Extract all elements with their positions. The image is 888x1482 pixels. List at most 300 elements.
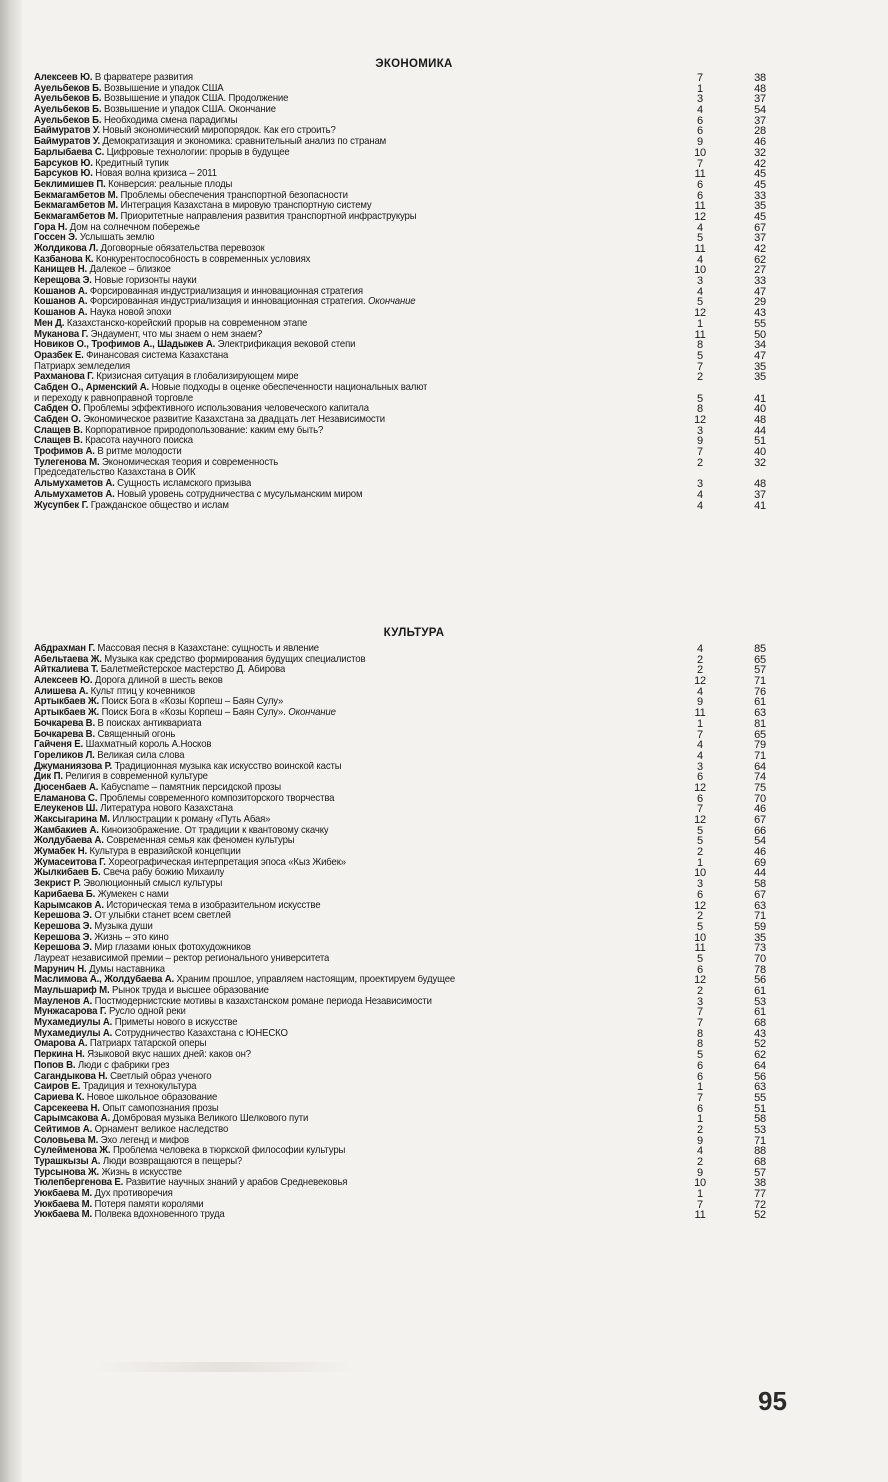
entry-title: Поиск Бога в «Козы Корпеш – Баян Сулу» bbox=[101, 697, 284, 708]
entry-author: Сарымсакова А. bbox=[34, 1114, 110, 1125]
entry-page-number: 68 bbox=[754, 1156, 766, 1168]
entry-author: Сейтимов А. bbox=[34, 1124, 93, 1135]
entry-title: Эндаумент, что мы знаем о нем знаем? bbox=[90, 329, 263, 340]
entry-issue-number: 8 bbox=[697, 1038, 703, 1051]
entry-text bbox=[34, 223, 200, 234]
entry-issue-number: 10 bbox=[694, 931, 706, 944]
entry-issue-number: 12 bbox=[694, 974, 706, 987]
entry-issue-number: 4 bbox=[697, 285, 703, 298]
entry-title: Новый экономический миропорядок. Как его строить? bbox=[102, 126, 336, 137]
entry-text bbox=[34, 826, 329, 837]
index-entry bbox=[34, 191, 794, 202]
entry-issue-number: 3 bbox=[697, 995, 703, 1008]
index-entry bbox=[34, 890, 794, 901]
entry-text bbox=[34, 394, 193, 405]
entry-title: Жизнь в искусстве bbox=[101, 1167, 182, 1178]
entry-text bbox=[34, 1061, 169, 1072]
entry-page-number: 45 bbox=[754, 168, 766, 181]
entry-title: Музыка как средство формирования будущих специалистов bbox=[104, 654, 366, 665]
entry-issue-number: 2 bbox=[697, 653, 703, 666]
entry-issue-number: 2 bbox=[697, 664, 703, 677]
index-entry bbox=[34, 276, 794, 287]
entry-title: Жумекен с нами bbox=[97, 889, 169, 900]
entry-author: Гора Н. bbox=[34, 222, 68, 233]
index-entry bbox=[34, 1200, 794, 1211]
entry-author: Карибаева Б. bbox=[34, 889, 96, 900]
entry-text bbox=[34, 137, 386, 148]
entry-issue-number: 10 bbox=[694, 146, 706, 159]
index-entry bbox=[34, 490, 794, 501]
entry-title: Возвышение и упадок США. Окончание bbox=[103, 105, 276, 116]
entry-text bbox=[34, 372, 299, 383]
entry-issue-number: 11 bbox=[694, 328, 706, 341]
entry-issue-number: 1 bbox=[697, 1081, 703, 1094]
index-entry bbox=[34, 415, 794, 426]
entry-issue-number: 10 bbox=[694, 264, 706, 277]
entry-author: Жолдикова Л. bbox=[34, 244, 99, 254]
entry-title: Традиционная музыка как искусство воинской касты bbox=[114, 761, 342, 772]
entry-issue-number: 3 bbox=[697, 275, 703, 288]
entry-text bbox=[34, 772, 208, 783]
index-entry bbox=[34, 1210, 794, 1221]
index-entry bbox=[34, 479, 794, 490]
entry-issue-number: 7 bbox=[697, 728, 703, 741]
entry-page-number: 63 bbox=[754, 1081, 766, 1094]
entry-title: Историческая тема в изобразительном искусстве bbox=[106, 900, 321, 911]
page-number: 95 bbox=[758, 1386, 787, 1416]
entry-author: Ауельбеков Б. bbox=[34, 115, 102, 126]
index-entry bbox=[34, 1146, 794, 1157]
index-entry bbox=[34, 665, 794, 676]
entry-title: В фарватере развития bbox=[94, 73, 193, 83]
entry-title: Экономическая теория и современность bbox=[102, 457, 279, 468]
entry-author: Джуманиязова Р. bbox=[34, 761, 112, 772]
entry-text bbox=[34, 1050, 251, 1061]
entry-text bbox=[34, 740, 211, 751]
entry-page-number: 62 bbox=[754, 1049, 766, 1062]
entry-page-number: 29 bbox=[754, 296, 766, 309]
entry-text bbox=[34, 965, 165, 976]
entry-author: Мухамедиулы А. bbox=[34, 1018, 113, 1029]
entry-page-number: 52 bbox=[754, 1209, 766, 1222]
economy-entry-list bbox=[34, 73, 794, 511]
entry-author: Слащев В. bbox=[34, 425, 83, 436]
entry-title: Новые горизонты науки bbox=[94, 276, 197, 287]
entry-author: Сагандыкова Н. bbox=[34, 1071, 108, 1082]
entry-author: Тулегенова М. bbox=[34, 457, 100, 468]
entry-author: Артыкбаев Ж. bbox=[34, 697, 100, 708]
entry-issue-number: 7 bbox=[697, 803, 703, 816]
entry-page-number: 61 bbox=[754, 1006, 766, 1019]
entry-text bbox=[34, 1018, 237, 1029]
index-entry bbox=[34, 965, 794, 976]
entry-issue-number: 6 bbox=[697, 888, 703, 901]
index-entry bbox=[34, 116, 794, 127]
entry-page-number: 41 bbox=[754, 392, 766, 405]
entry-page-number: 37 bbox=[754, 93, 766, 106]
entry-author: Мунжасарова Г. bbox=[34, 1007, 107, 1018]
entry-issue-number: 6 bbox=[697, 114, 703, 127]
entry-title: Полвека вдохновенного труда bbox=[94, 1210, 225, 1221]
index-entry bbox=[34, 297, 794, 308]
entry-title: Музыка души bbox=[94, 921, 153, 932]
entry-issue-number: 11 bbox=[694, 168, 706, 181]
index-entry bbox=[34, 933, 794, 944]
entry-text bbox=[34, 1039, 206, 1050]
entry-title: Финансовая система Казахстана bbox=[86, 350, 229, 361]
entry-author: Дюсенбаев А. bbox=[34, 782, 99, 793]
entry-page-number: 59 bbox=[754, 920, 766, 933]
culture-entry-list bbox=[34, 644, 794, 1221]
entry-issue-number: 11 bbox=[694, 243, 706, 255]
entry-title: Лауреат независимой премии – ректор регионального университета bbox=[34, 953, 330, 964]
entry-page-number: 38 bbox=[754, 72, 766, 84]
entry-author: Уюкбаева М. bbox=[34, 1210, 92, 1221]
entry-issue-number: 12 bbox=[694, 414, 706, 426]
entry-title: Конкурентоспособность в современных условиях bbox=[95, 254, 311, 265]
entry-text bbox=[34, 922, 153, 933]
entry-title: Патриарх татарской оперы bbox=[89, 1039, 207, 1050]
entry-author: Алексеев Ю. bbox=[34, 676, 93, 687]
entry-title: Развитие научных знаний у арабов Средневековья bbox=[125, 1178, 348, 1189]
index-entry bbox=[34, 1082, 794, 1093]
entry-author: Баймуратов У. bbox=[34, 137, 100, 148]
entry-title: Сущность исламского призыва bbox=[117, 479, 252, 490]
index-entry bbox=[34, 73, 794, 84]
entry-text bbox=[34, 1157, 242, 1168]
entry-text bbox=[34, 890, 169, 901]
entry-title: Религия в современной культуре bbox=[65, 772, 208, 783]
entry-text bbox=[34, 1072, 211, 1083]
entry-author: Кошанов А. bbox=[34, 308, 88, 319]
index-entry bbox=[34, 740, 794, 751]
entry-author: Уюкбаева М. bbox=[34, 1189, 92, 1200]
entry-issue-number: 9 bbox=[697, 1166, 703, 1179]
entry-title: Интеграция Казахстана в мировую транспортную систему bbox=[120, 201, 372, 212]
entry-author: Барсуков Ю. bbox=[34, 158, 93, 169]
index-entry bbox=[34, 1039, 794, 1050]
entry-title: Люди возвращаются в пещеры? bbox=[102, 1157, 243, 1167]
entry-author: Канищев Н. bbox=[34, 265, 88, 276]
entry-issue-number: 7 bbox=[697, 157, 703, 170]
entry-text bbox=[34, 868, 224, 879]
entry-text bbox=[34, 933, 169, 944]
entry-text bbox=[34, 1007, 186, 1018]
entry-title: Проблемы современного композиторского творчества bbox=[99, 793, 335, 804]
index-entry bbox=[34, 697, 794, 708]
entry-text bbox=[34, 655, 365, 666]
entry-text bbox=[34, 1114, 308, 1125]
entry-issue-number: 6 bbox=[697, 178, 703, 191]
entry-text bbox=[34, 847, 241, 858]
entry-page-number: 73 bbox=[754, 942, 766, 955]
entry-author: Сарсекеева Н. bbox=[34, 1103, 100, 1114]
entry-page-number: 57 bbox=[754, 1166, 766, 1179]
index-entry bbox=[34, 244, 794, 255]
index-entry bbox=[34, 901, 794, 912]
entry-page-number: 55 bbox=[754, 1091, 766, 1104]
entry-title: Массовая песня в Казахстане: сущность и явление bbox=[97, 644, 319, 654]
index-entry bbox=[34, 180, 794, 191]
index-entry bbox=[34, 351, 794, 362]
index-entry bbox=[34, 94, 794, 105]
entry-text bbox=[34, 1146, 345, 1157]
entry-page-number: 71 bbox=[754, 910, 766, 923]
entry-author: Оразбек Е. bbox=[34, 350, 84, 361]
index-entry bbox=[34, 265, 794, 276]
entry-issue-number: 8 bbox=[697, 1027, 703, 1040]
entry-author: Мухамедиулы А. bbox=[34, 1028, 113, 1039]
entry-text bbox=[34, 468, 195, 479]
entry-issue-number: 2 bbox=[697, 1123, 703, 1136]
index-entry bbox=[34, 804, 794, 815]
index-entry bbox=[34, 868, 794, 879]
entry-title: Дом на солнечном побережье bbox=[69, 222, 200, 233]
entry-page-number: 58 bbox=[754, 1113, 766, 1126]
entry-author: Жаксыгарина М. bbox=[34, 815, 110, 825]
entry-author: Бекмагамбетов М. bbox=[34, 190, 119, 201]
entry-text bbox=[34, 180, 232, 191]
index-entry bbox=[34, 1029, 794, 1040]
entry-page-number: 37 bbox=[754, 488, 766, 501]
index-entry bbox=[34, 1168, 794, 1179]
entry-text bbox=[34, 1178, 347, 1189]
entry-issue-number: 2 bbox=[697, 910, 703, 923]
entry-title: Мир глазами юных фотохудожников bbox=[94, 943, 251, 954]
entry-page-number: 55 bbox=[754, 317, 766, 330]
entry-page-number: 42 bbox=[754, 243, 766, 255]
entry-text bbox=[34, 340, 355, 351]
entry-title: Иллюстрации к роману «Путь Абая» bbox=[112, 815, 271, 825]
entry-issue-number: 7 bbox=[697, 72, 703, 84]
entry-page-number: 63 bbox=[754, 707, 766, 720]
index-entry bbox=[34, 858, 794, 869]
entry-title: Наука новой эпохи bbox=[89, 308, 172, 319]
entry-author: Гайченя Е. bbox=[34, 740, 84, 751]
index-entry bbox=[34, 751, 794, 762]
index-entry bbox=[34, 212, 794, 223]
entry-author: Беклимишев П. bbox=[34, 179, 106, 190]
entry-page-number: 35 bbox=[754, 371, 766, 384]
entry-author: Керешова Э. bbox=[34, 911, 92, 922]
entry-text bbox=[34, 297, 415, 308]
entry-author: Сулейменова Ж. bbox=[34, 1146, 111, 1157]
entry-title: Договорные обязательства перевозок bbox=[100, 244, 265, 254]
entry-issue-number: 5 bbox=[697, 232, 703, 245]
entry-title: Электрификация вековой степи bbox=[217, 340, 356, 351]
entry-page-number: 47 bbox=[754, 349, 766, 362]
entry-issue-number: 8 bbox=[697, 339, 703, 352]
entry-page-number: 56 bbox=[754, 1070, 766, 1083]
entry-page-number: 78 bbox=[754, 963, 766, 976]
index-entry bbox=[34, 1178, 794, 1189]
entry-issue-number: 12 bbox=[694, 210, 706, 223]
index-entry bbox=[34, 148, 794, 159]
index-entry bbox=[34, 836, 794, 847]
entry-title: От улыбки станет всем светлей bbox=[94, 911, 231, 922]
entry-issue-number: 5 bbox=[697, 349, 703, 362]
entry-title: Цифровые технологии: прорыв в будущее bbox=[106, 147, 290, 158]
entry-title: Сотрудничество Казахстана с ЮНЕСКО bbox=[114, 1028, 288, 1039]
entry-page-number: 79 bbox=[754, 739, 766, 752]
entry-page-number: 54 bbox=[754, 104, 766, 117]
entry-issue-number: 5 bbox=[697, 296, 703, 309]
entry-issue-number: 5 bbox=[697, 835, 703, 848]
entry-title: Кредитный тупик bbox=[95, 158, 169, 169]
entry-text bbox=[34, 804, 233, 815]
entry-issue-number: 10 bbox=[694, 867, 706, 880]
entry-issue-number: 7 bbox=[697, 1006, 703, 1019]
index-entry bbox=[34, 458, 794, 469]
entry-title: Демократизация и экономика: сравнительный анализ по странам bbox=[102, 137, 387, 148]
entry-author: Альмухаметов А. bbox=[34, 489, 115, 500]
index-entry bbox=[34, 655, 794, 666]
entry-title: Шахматный король А.Носков bbox=[85, 740, 212, 751]
entry-text bbox=[34, 148, 290, 159]
entry-issue-number: 9 bbox=[697, 1134, 703, 1147]
entry-title: Председательство Казахстана в ОИК bbox=[34, 468, 196, 479]
index-entry bbox=[34, 879, 794, 890]
entry-page-number: 28 bbox=[754, 125, 766, 138]
entry-author: Жамбакиев А. bbox=[34, 825, 99, 836]
entry-page-number: 48 bbox=[754, 82, 766, 95]
index-entry bbox=[34, 340, 794, 351]
entry-page-number: 63 bbox=[754, 899, 766, 912]
entry-text bbox=[34, 73, 193, 84]
entry-issue-number: 6 bbox=[697, 1070, 703, 1083]
entry-page-number: 75 bbox=[754, 781, 766, 794]
entry-title: Традиция и технокультура bbox=[82, 1082, 197, 1093]
entry-issue-number: 4 bbox=[697, 221, 703, 234]
book-spine-shadow bbox=[0, 0, 22, 1482]
entry-text bbox=[34, 730, 175, 741]
entry-text bbox=[34, 1093, 217, 1104]
index-entry bbox=[34, 330, 794, 341]
entry-issue-number: 4 bbox=[697, 253, 703, 266]
entry-author: Барсуков Ю. bbox=[34, 169, 93, 180]
index-entry bbox=[34, 426, 794, 437]
entry-author: Тюлепбергенова Е. bbox=[34, 1178, 124, 1189]
entry-page-number: 46 bbox=[754, 846, 766, 859]
entry-page-number: 74 bbox=[754, 771, 766, 784]
entry-issue-number: 4 bbox=[697, 749, 703, 762]
entry-text bbox=[34, 255, 310, 266]
entry-page-number: 35 bbox=[754, 360, 766, 373]
entry-issue-number: 4 bbox=[697, 643, 703, 655]
entry-title: Проблемы обеспечения транспортной безопасности bbox=[120, 190, 348, 201]
entry-author: Еламанова С. bbox=[34, 793, 98, 804]
entry-issue-number: 7 bbox=[697, 1091, 703, 1104]
entry-text bbox=[34, 1189, 173, 1200]
entry-text bbox=[34, 212, 416, 223]
entry-title: Хореографическая интерпретация эпоса «Кыз Жибек» bbox=[108, 857, 346, 868]
entry-title: Дорога длиной в шесть веков bbox=[94, 676, 223, 687]
entry-page-number: 43 bbox=[754, 307, 766, 320]
entry-text bbox=[34, 426, 323, 437]
entry-page-number: 72 bbox=[754, 1198, 766, 1211]
entry-text bbox=[34, 126, 336, 137]
entry-page-number: 76 bbox=[754, 685, 766, 698]
entry-page-number: 64 bbox=[754, 760, 766, 773]
entry-title: Кризисная ситуация в глобализирующем мире bbox=[96, 372, 299, 383]
entry-title: Эволюционный смысл культуры bbox=[83, 879, 223, 890]
index-entry bbox=[34, 911, 794, 922]
index-entry bbox=[34, 137, 794, 148]
entry-issue-number: 2 bbox=[697, 456, 703, 469]
entry-text bbox=[34, 330, 262, 341]
entry-issue-number: 1 bbox=[697, 1188, 703, 1201]
entry-issue-number: 1 bbox=[697, 82, 703, 95]
entry-text bbox=[34, 986, 269, 997]
entry-text bbox=[34, 879, 222, 890]
entry-issue-number: 9 bbox=[697, 435, 703, 448]
entry-author: Омарова А. bbox=[34, 1039, 88, 1050]
index-entry bbox=[34, 319, 794, 330]
entry-title: В поисках антиквариата bbox=[97, 718, 202, 729]
index-entry bbox=[34, 468, 794, 479]
entry-author: Бочкарева В. bbox=[34, 729, 95, 740]
entry-text bbox=[34, 911, 231, 922]
entry-text bbox=[34, 901, 320, 912]
entry-author: Турашкызы А. bbox=[34, 1157, 101, 1167]
entry-title: Новая волна кризиса – 2011 bbox=[95, 169, 217, 180]
entry-author: Мауленов А. bbox=[34, 996, 93, 1007]
section-title-economy: ЭКОНОМИКА bbox=[375, 58, 453, 70]
entry-text bbox=[34, 436, 193, 447]
entry-author: Алишева А. bbox=[34, 686, 89, 697]
entry-text bbox=[34, 319, 307, 330]
entry-author: Жолдубаева А. bbox=[34, 836, 104, 847]
index-entry bbox=[34, 436, 794, 447]
entry-issue-number: 7 bbox=[697, 360, 703, 373]
entry-page-number: 40 bbox=[754, 446, 766, 459]
entry-title: Опыт самопознания прозы bbox=[102, 1103, 219, 1114]
entry-author: Маслимова А., Жолдубаева А. bbox=[34, 975, 175, 986]
entry-text bbox=[34, 479, 251, 490]
entry-text bbox=[34, 858, 346, 869]
index-entry bbox=[34, 815, 794, 826]
entry-title: Возвышение и упадок США bbox=[103, 83, 224, 94]
entry-text bbox=[34, 836, 294, 847]
index-entry bbox=[34, 1189, 794, 1200]
entry-page-number: 47 bbox=[754, 285, 766, 298]
entry-title: Эхо легенд и мифов bbox=[100, 1135, 189, 1146]
entry-issue-number: 2 bbox=[697, 1156, 703, 1168]
entry-author: Ауельбеков Б. bbox=[34, 105, 102, 116]
entry-text bbox=[34, 362, 130, 373]
entry-page-number: 37 bbox=[754, 114, 766, 127]
index-entry bbox=[34, 783, 794, 794]
entry-issue-number: 6 bbox=[697, 792, 703, 805]
entry-author: Кошанов А. bbox=[34, 297, 88, 308]
entry-issue-number: 4 bbox=[697, 685, 703, 698]
entry-issue-number: 3 bbox=[697, 878, 703, 891]
index-entry bbox=[34, 169, 794, 180]
index-entry bbox=[34, 84, 794, 95]
entry-text bbox=[34, 490, 362, 501]
entry-title: Услышать землю bbox=[79, 233, 155, 244]
entry-page-number: 71 bbox=[754, 1134, 766, 1147]
entry-text bbox=[34, 169, 217, 180]
entry-text bbox=[34, 1200, 204, 1211]
entry-author: Айткалиева Т. bbox=[34, 665, 99, 676]
entry-text bbox=[34, 458, 278, 469]
entry-title: Рынок труда и высшее образование bbox=[112, 986, 269, 996]
entry-author: Соловьева М. bbox=[34, 1135, 99, 1146]
entry-text bbox=[34, 794, 334, 805]
entry-issue-number: 6 bbox=[697, 771, 703, 784]
entry-page-number: 51 bbox=[754, 1102, 766, 1115]
